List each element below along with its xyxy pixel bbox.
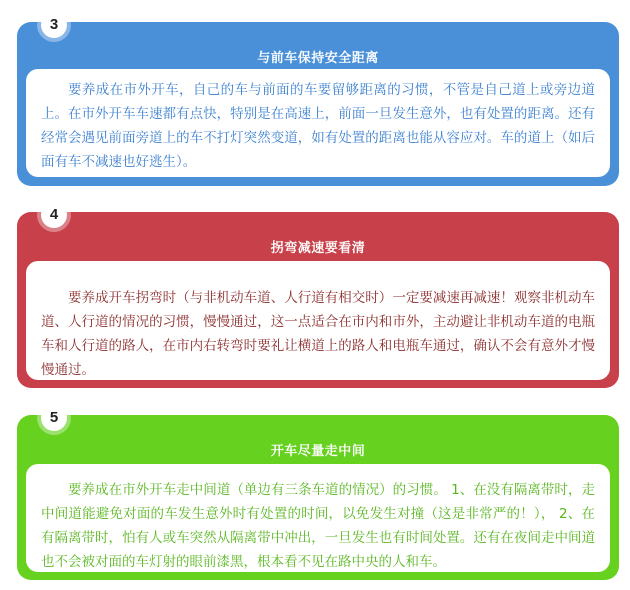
- section-body: 要养成在市外开车，自己的车与前面的车要留够距离的习惯，不管是自己道上或旁边道上。在市外开车车速都有点快，特别是在高速上，前面一旦发生意外，也有处置的距离。还有经常会遇见前面旁道上的车不打灯突然变道，如有处置的距离也能从容应对。车的道上（如后面有车不减速也好逃生）。: [26, 69, 610, 177]
- section-card-5: [17, 409, 619, 580]
- section-number-badge: 4: [41, 202, 67, 228]
- section-body: 要养成在市外开车走中间道（单边有三条车道的情况）的习惯。 1、在没有隔离带时，走中间道能避免对面的车发生意外时有处置的时间，以免发生对撞（这是非常严的！）， 2、在有隔离带时，怕有人或车突然从隔离带中冲出，一旦发生也有时间处置。还有在夜间走中间道也不会被对面的车灯射的眼前漆黑，根本看不见在路中央的人和车。: [26, 464, 610, 572]
- section-number-badge: 3: [41, 12, 67, 38]
- section-title: 与前车保持安全距离: [257, 51, 379, 66]
- section-title: 拐弯减速要看清: [270, 241, 366, 256]
- section-card-3: [17, 16, 619, 186]
- section-card-4: [17, 206, 619, 388]
- section-title: 开车尽量走中间: [270, 444, 366, 459]
- section-number-badge: 5: [41, 405, 67, 431]
- section-body: 要养成开车拐弯时（与非机动车道、人行道有相交时）一定要减速再减速！观察非机动车道、人行道的情况的习惯，慢慢通过，这一点适合在市内和市外，主动避让非机动车道的电瓶车和人行道的路人，在市内右转弯时要礼让横道上的路人和电瓶车通过，确认不会有意外才慢慢通过。: [26, 261, 610, 380]
